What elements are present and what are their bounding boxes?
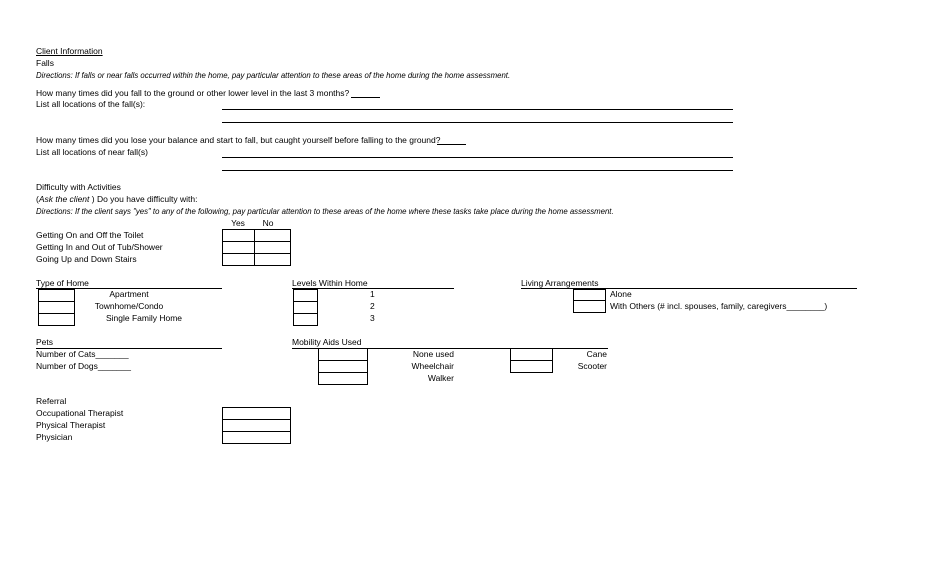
near-falls-locations-line-1[interactable]	[222, 157, 733, 158]
col-no-header: No	[262, 218, 274, 228]
walker-checkbox[interactable]	[318, 372, 368, 385]
level-option: 2	[370, 301, 375, 311]
falls-label: Falls	[36, 58, 54, 68]
stairs-yes-checkbox[interactable]	[222, 253, 255, 266]
near-falls-count-field[interactable]	[437, 144, 466, 145]
living-title: Living Arrangements	[521, 278, 599, 288]
section-title: Client Information	[36, 46, 103, 56]
cats-count-field[interactable]: Number of Cats_______	[36, 349, 129, 359]
mobility-option: Wheelchair	[411, 361, 454, 371]
with-others-checkbox[interactable]	[573, 300, 606, 313]
home-type-option: Apartment	[109, 289, 149, 299]
pets-title: Pets	[36, 337, 54, 347]
near-falls-locations-line-2[interactable]	[222, 170, 733, 171]
living-option: Alone	[610, 289, 632, 299]
difficulty-title: Difficulty with Activities	[36, 182, 121, 192]
difficulty-row-label: Getting On and Off the Toilet	[36, 230, 144, 240]
mobility-title: Mobility Aids Used	[292, 337, 362, 347]
falls-locations-line-2[interactable]	[222, 122, 733, 123]
referral-option: Physical Therapist	[36, 420, 106, 430]
difficulty-row-label: Getting In and Out of Tub/Shower	[36, 242, 163, 252]
col-yes-header: Yes	[231, 218, 245, 228]
home-type-option: Single Family Home	[105, 313, 183, 323]
level-option: 3	[370, 313, 375, 323]
referral-title: Referral	[36, 396, 67, 406]
falls-directions: Directions: If falls or near falls occurred within the home, pay particular attention to these areas of the home during the home assessment.	[36, 71, 511, 80]
difficulty-directions: Directions: If the client says "yes" to any of the following, pay particular attention to these areas of the home where these tasks take place during the home assessment.	[36, 207, 614, 216]
scooter-checkbox[interactable]	[510, 360, 553, 373]
mobility-option: Scooter	[577, 361, 607, 371]
mobility-option: Cane	[586, 349, 607, 359]
falls-locations-line-1[interactable]	[222, 109, 733, 110]
living-divider	[521, 288, 857, 289]
home-type-option: Townhome/Condo	[94, 301, 164, 311]
falls-question-1: How many times did you fall to the ground or other lower level in the last 3 months?	[36, 88, 350, 98]
difficulty-row-label: Going Up and Down Stairs	[36, 254, 137, 264]
dogs-count-field[interactable]: Number of Dogs_______	[36, 361, 131, 371]
levels-title: Levels Within Home	[292, 278, 368, 288]
difficulty-ask: (Ask the client ) Do you have difficulty with:	[36, 194, 198, 204]
stairs-no-checkbox[interactable]	[254, 253, 291, 266]
living-option: With Others (# incl. spouses, family, caregivers________)	[610, 301, 828, 311]
near-falls-locations-label: List all locations of near fall(s)	[36, 147, 148, 157]
falls-locations-label: List all locations of the fall(s):	[36, 99, 146, 109]
referral-option: Physician	[36, 432, 73, 442]
near-falls-question: How many times did you lose your balance and start to fall, but caught yourself before falling to the ground?	[36, 135, 441, 145]
home-type-title: Type of Home	[36, 278, 89, 288]
single-family-checkbox[interactable]	[38, 313, 75, 326]
level-option: 1	[370, 289, 375, 299]
mobility-option: Walker	[427, 373, 454, 383]
mobility-option: None used	[412, 349, 454, 359]
referral-option: Occupational Therapist	[36, 408, 124, 418]
falls-count-field[interactable]	[351, 97, 380, 98]
level-3-checkbox[interactable]	[293, 313, 318, 326]
physician-checkbox[interactable]	[222, 431, 291, 444]
